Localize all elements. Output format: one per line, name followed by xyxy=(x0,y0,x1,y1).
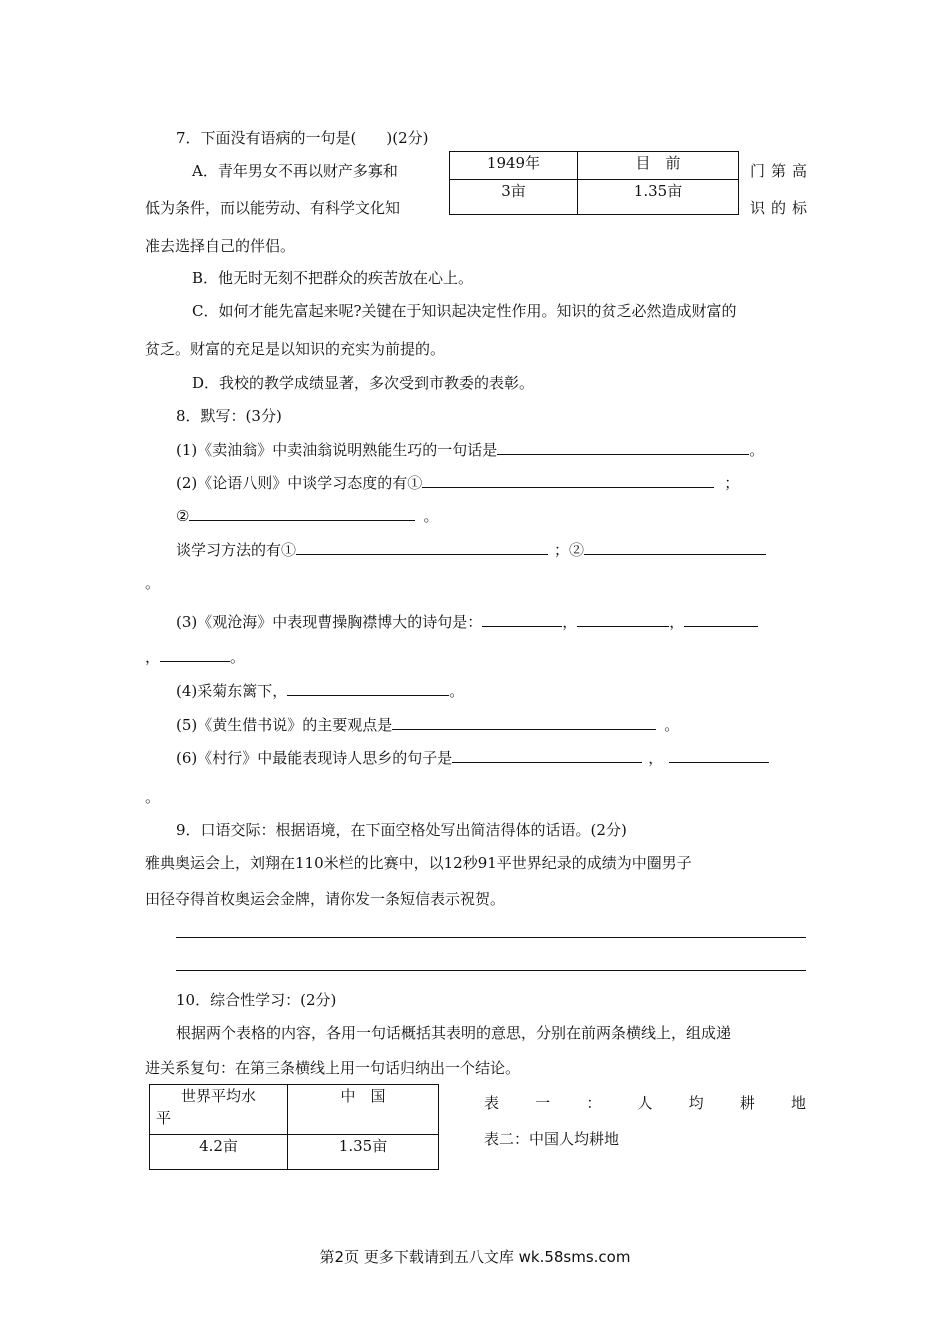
q10-table-header-world xyxy=(150,1085,288,1135)
q8-item-1-end: 。 xyxy=(749,441,765,459)
q8-item-3-comma: ， xyxy=(669,613,685,631)
q8-item-6-end: 。 xyxy=(145,788,161,806)
q9-context-line1: 雅典奥运会上，刘翔在110米栏的比赛中，以12秒91平世界纪录的成绩为中圈男子 xyxy=(145,854,692,872)
q8-item-5-end: 。 xyxy=(664,716,680,734)
q8-item-1-prompt: (1)《卖油翁》中卖油翁说明熟能生巧的一句话是 xyxy=(176,441,498,459)
answer-blank[interactable] xyxy=(287,681,449,696)
answer-blank[interactable] xyxy=(482,612,562,627)
q7-option-a-line3: 准去选择自己的伴侣。 xyxy=(145,237,296,255)
answer-blank[interactable] xyxy=(452,748,642,763)
q8-item-2b-end: 。 xyxy=(423,507,439,525)
q10-table-header-china: 中 国 xyxy=(288,1085,439,1135)
q8-item-2-prompt: (2)《论语八则》中谈学习态度的有① xyxy=(176,474,423,492)
q7-table-header-current: 目 前 xyxy=(578,152,739,180)
answer-blank[interactable] xyxy=(577,612,669,627)
q7-table-header-1949: 1949年 xyxy=(450,152,578,180)
q8-item-2-end: ； xyxy=(724,474,740,492)
q8-item-6 xyxy=(176,748,769,768)
q7-table-cell-1949: 3亩 xyxy=(450,180,578,215)
q8-item-6-comma: ， xyxy=(648,749,664,767)
label-char: 一 xyxy=(535,1094,551,1112)
q8-item-3-comma: ， xyxy=(562,613,578,631)
answer-blank[interactable] xyxy=(392,715,656,730)
q8-item-2b-prompt: ② xyxy=(176,507,190,525)
answer-blank[interactable] xyxy=(296,540,548,555)
q9-stem: 9．口语交际：根据语境，在下面空格处写出简洁得体的话语。(2分) xyxy=(176,821,627,839)
label-char: 表 xyxy=(484,1094,500,1112)
q8-item-5-prompt: (5)《黄生借书说》的主要观点是 xyxy=(176,716,393,734)
label-char: 均 xyxy=(688,1094,704,1112)
q7-option-c-line1: C．如何才能先富起来呢?关键在于知识起决定性作用。知识的贫乏必然造成财富的 xyxy=(192,302,737,320)
answer-blank[interactable] xyxy=(160,647,230,662)
q10-table xyxy=(149,1084,439,1170)
q7-option-a-right2: 识的标 xyxy=(750,199,814,217)
label-char: 耕 xyxy=(739,1094,755,1112)
label-char: 人 xyxy=(637,1094,653,1112)
q8-item-2b xyxy=(176,506,438,526)
answer-blank[interactable] xyxy=(422,473,714,488)
answer-line[interactable] xyxy=(176,970,806,971)
answer-blank[interactable] xyxy=(669,748,769,763)
q7-option-b: B．他无时无刻不把群众的疾苦放在心上。 xyxy=(192,269,474,287)
q8-item-3 xyxy=(176,612,758,632)
q10-table-header-world-line2: 平 xyxy=(156,1109,172,1127)
q8-item-2c-prompt: 谈学习方法的有① xyxy=(176,541,297,559)
q8-item-3-prompt: (3)《观沧海》中表现曹操胸襟博大的诗句是： xyxy=(176,613,483,631)
q8-item-4 xyxy=(176,681,464,701)
q10-table-header-world-line1: 世界平均水 xyxy=(180,1087,256,1105)
q7-table xyxy=(449,151,739,215)
page-footer: 第2页 更多下载请到五八文库 wk.58sms.com xyxy=(319,1248,631,1266)
q8-item-2c-end: 。 xyxy=(145,574,161,592)
q8-item-3-cont xyxy=(145,647,245,667)
q10-table1-label xyxy=(484,1093,806,1113)
q7-option-c-line2: 贫乏。财富的充足是以知识的充实为前提的。 xyxy=(145,340,446,358)
q8-stem: 8．默写：(3分) xyxy=(176,407,282,425)
answer-blank[interactable] xyxy=(584,540,766,555)
answer-blank[interactable] xyxy=(189,506,415,521)
q8-item-2 xyxy=(176,473,739,493)
q8-item-3-comma: ， xyxy=(145,648,161,666)
answer-blank[interactable] xyxy=(684,612,758,627)
q10-table2-label: 表二：中国人均耕地 xyxy=(484,1130,620,1148)
q10-table-cell-china: 1.35亩 xyxy=(288,1135,439,1170)
q10-stem: 10．综合性学习：(2分) xyxy=(176,991,337,1009)
q7-option-a-line1: A．青年男女不再以财产多寡和 xyxy=(192,162,398,180)
q8-item-3-end: 。 xyxy=(230,648,246,666)
q8-item-2c xyxy=(176,540,766,560)
q8-item-1 xyxy=(176,440,764,460)
answer-line[interactable] xyxy=(176,937,806,938)
label-char: ： xyxy=(586,1094,602,1112)
q7-table-cell-current: 1.35亩 xyxy=(578,180,739,215)
q7-option-a-right1: 门第高 xyxy=(750,162,814,180)
q8-item-6-prompt: (6)《村行》中最能表现诗人思乡的句子是 xyxy=(176,749,453,767)
q9-context-line2: 田径夺得首枚奥运会金牌，请你发一条短信表示祝贺。 xyxy=(145,890,506,908)
q10-instruction-line2: 进关系复句：在第三条横线上用一句话归纳出一个结论。 xyxy=(145,1059,521,1077)
q7-option-a-line2: 低为条件，而以能劳动、有科学文化知 xyxy=(145,199,401,217)
q10-table-cell-world: 4.2亩 xyxy=(150,1135,288,1170)
q8-item-5 xyxy=(176,715,679,735)
answer-blank[interactable] xyxy=(497,440,749,455)
q8-item-4-end: 。 xyxy=(449,682,465,700)
q10-instruction-line1: 根据两个表格的内容，各用一句话概括其表明的意思，分别在前两条横线上，组成递 xyxy=(176,1024,732,1042)
q8-item-4-prompt: (4)采菊东篱下， xyxy=(176,682,288,700)
q7-option-d: D．我校的教学成绩显著，多次受到市教委的表彰。 xyxy=(192,374,535,392)
q8-item-2c-mid: ；② xyxy=(554,541,585,559)
q7-stem: 7．下面没有语病的一句是( )(2分) xyxy=(176,129,429,147)
label-char: 地 xyxy=(790,1094,806,1112)
